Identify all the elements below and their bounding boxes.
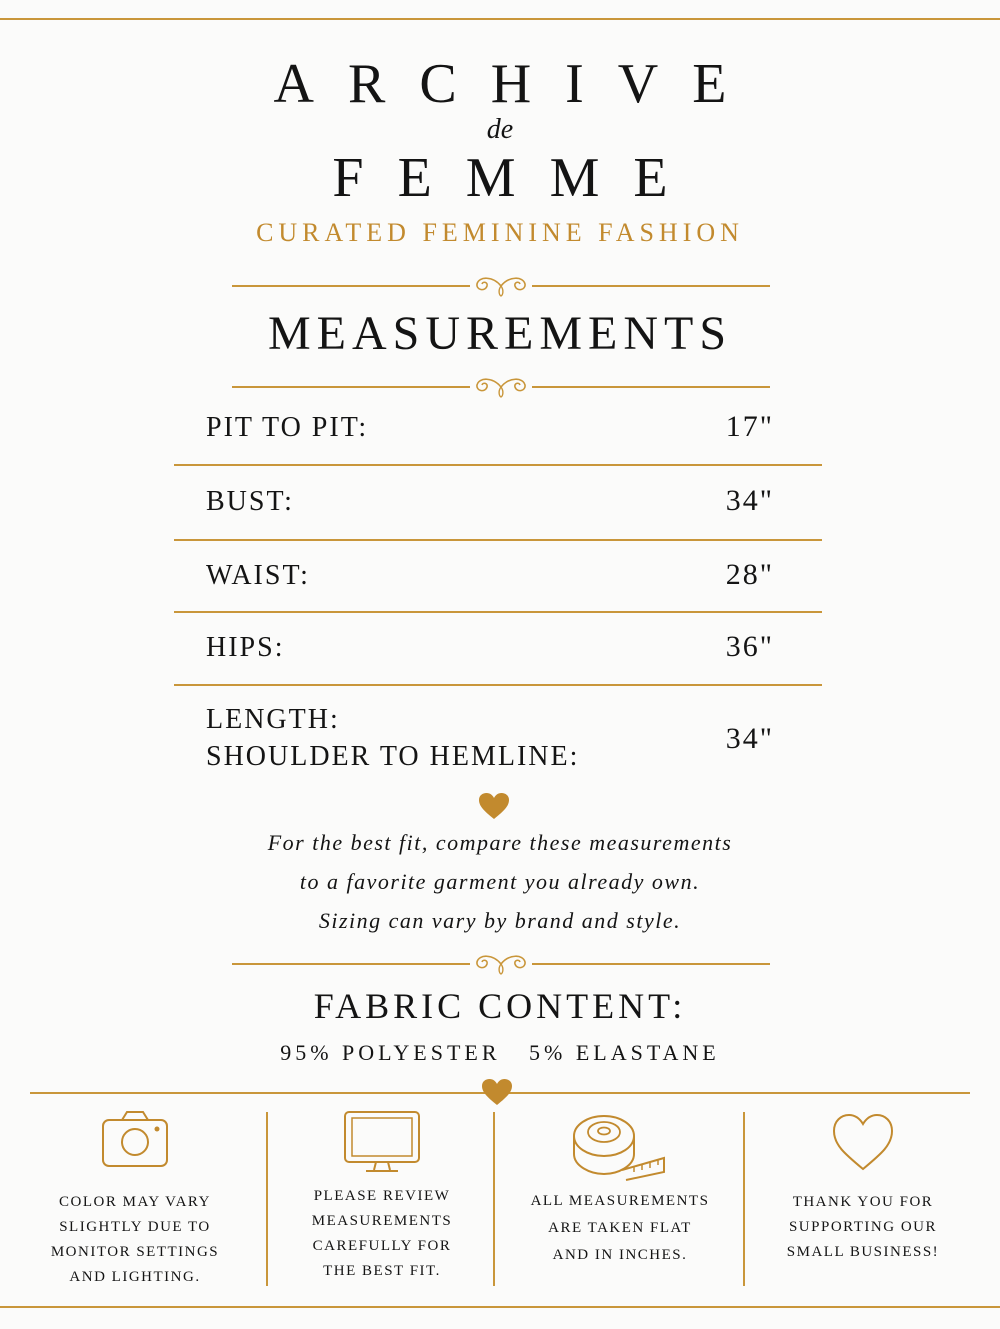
column-separator (266, 1112, 268, 1286)
monitor-icon (342, 1110, 422, 1176)
brand-name-connector: de (486, 114, 514, 145)
flourish-icon (471, 274, 531, 298)
feature-text-line: CAREFULLY FOR (312, 1238, 452, 1254)
measurement-value: 34" (725, 722, 774, 755)
feature-text-line: AND LIGHTING. (69, 1269, 201, 1285)
brand-name-line2: FEMME (332, 147, 702, 209)
feature-text-line: SMALL BUSINESS! (786, 1244, 940, 1260)
measurement-label: HIPS: (206, 632, 285, 663)
measurement-label: BUST: (206, 486, 294, 517)
ornament-divider (232, 952, 770, 976)
measurement-value: 36" (725, 630, 774, 663)
measurement-value: 28" (725, 558, 774, 591)
column-separator (743, 1112, 745, 1286)
measurement-value: 34" (725, 484, 774, 517)
camera-icon (100, 1108, 170, 1170)
feature-review-notice (277, 1100, 487, 1284)
fit-note-line: Sizing can vary by brand and style. (318, 908, 682, 933)
measurement-sublabel: SHOULDER TO HEMLINE: (206, 741, 580, 772)
feature-text-line: ARE TAKEN FLAT (548, 1220, 692, 1236)
heart-icon (478, 792, 510, 820)
measurement-label: WAIST: (206, 560, 310, 591)
bottom-border (0, 1306, 1000, 1308)
top-border (0, 18, 1000, 20)
ornament-divider (232, 274, 770, 298)
flourish-icon (471, 952, 531, 976)
feature-text-line: SUPPORTING OUR (788, 1219, 938, 1235)
feature-text-line: COLOR MAY VARY (59, 1194, 211, 1210)
feature-text-line: ALL MEASUREMENTS (530, 1193, 710, 1209)
heart-outline-icon (831, 1112, 895, 1172)
ornament-divider (232, 375, 770, 399)
fabric-composition: 95% POLYESTER 5% ELASTANE (280, 1040, 720, 1065)
column-separator (493, 1112, 495, 1286)
feature-text-line: THANK YOU FOR (792, 1194, 934, 1210)
brand-name-line1: ARCHIVE (273, 53, 761, 115)
flourish-icon (471, 375, 531, 399)
measuring-tape-icon (572, 1112, 668, 1182)
feature-text-line: THE BEST FIT. (323, 1263, 441, 1279)
feature-thank-you (758, 1100, 968, 1265)
brand-tagline: CURATED FEMININE FASHION (256, 218, 744, 247)
feature-color-notice (30, 1100, 240, 1290)
fit-note-line: to a favorite garment you already own. (299, 869, 701, 894)
feature-text-line: SLIGHTLY DUE TO (59, 1219, 211, 1235)
feature-measurement-notice (510, 1100, 730, 1269)
measurement-value: 17" (725, 410, 774, 443)
fit-note-line: For the best fit, compare these measurements (267, 830, 733, 855)
feature-text-line: MEASUREMENTS (311, 1213, 453, 1229)
feature-text-line: AND IN INCHES. (552, 1247, 688, 1263)
measurement-label: LENGTH: (206, 704, 340, 735)
feature-text-line: PLEASE REVIEW (313, 1188, 451, 1204)
feature-text-line: MONITOR SETTINGS (50, 1244, 220, 1260)
measurements-title: MEASUREMENTS (267, 307, 733, 360)
measurement-label: PIT TO PIT: (206, 412, 369, 443)
fabric-content-title: FABRIC CONTENT: (313, 986, 687, 1026)
